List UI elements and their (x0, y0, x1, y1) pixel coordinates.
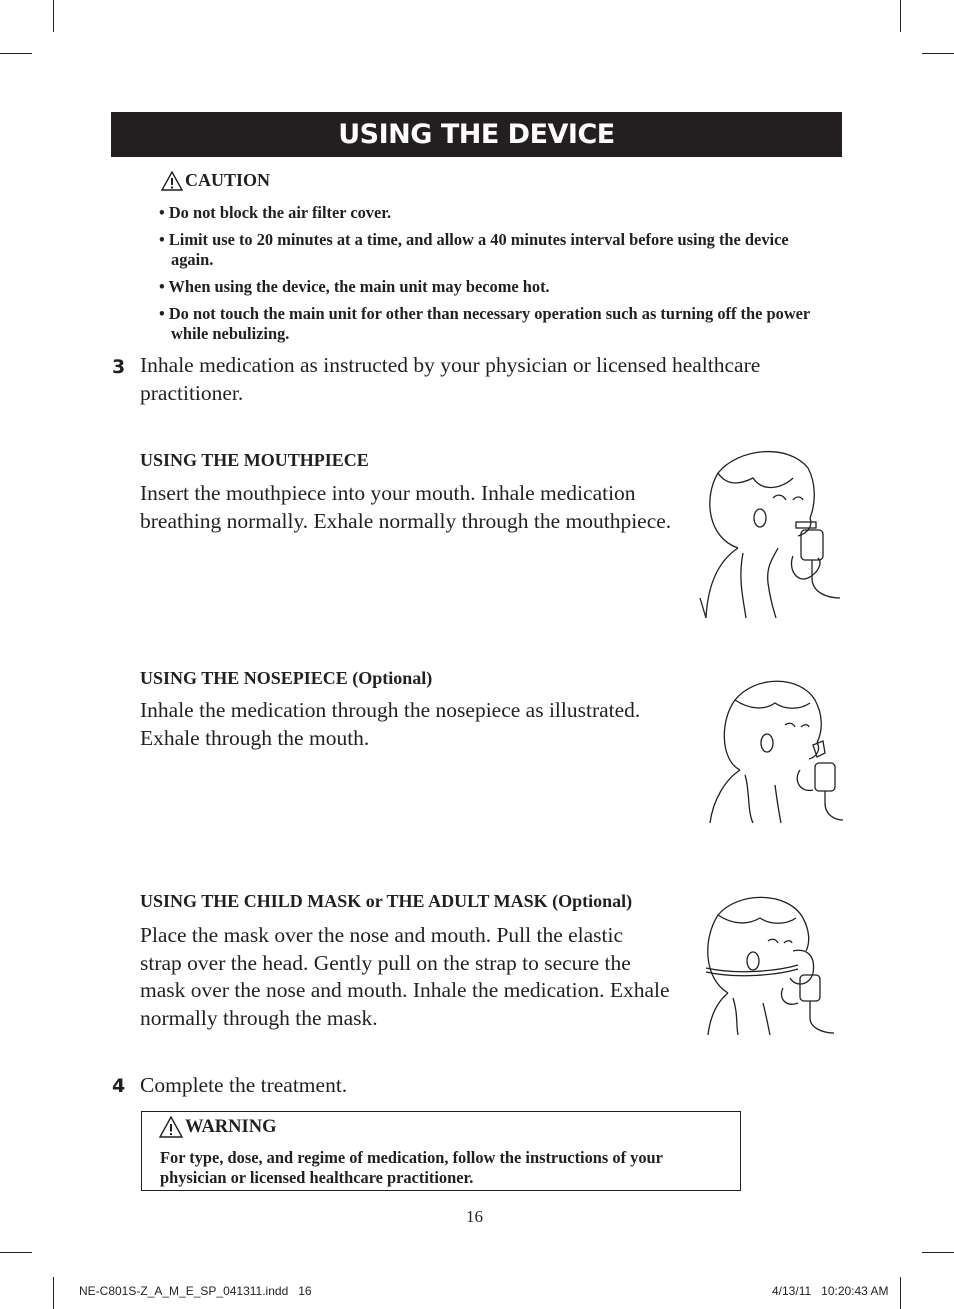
child-nosepiece-illustration (705, 675, 845, 825)
section-heading: USING THE MOUTHPIECE (140, 450, 369, 470)
section-text: Inhale the medication through the nosepiece as illustrated. Exhale through the mouth. (140, 698, 641, 750)
caution-list (159, 203, 824, 351)
warning-heading (159, 1116, 276, 1138)
caution-item: • When using the device, the main unit may become hot. (159, 277, 550, 296)
crop-mark (900, 1277, 901, 1309)
section-title: USING THE DEVICE (338, 119, 615, 150)
section-heading: USING THE NOSEPIECE (Optional) (140, 668, 433, 688)
section-heading: USING THE CHILD MASK or THE ADULT MASK (Optional) (140, 891, 633, 911)
warning-triangle-icon (159, 1116, 183, 1138)
caution-heading (161, 170, 270, 191)
section-text: Insert the mouthpiece into your mouth. Inhale medication breathing normally. Exhale normally through the mouthpiece. (140, 481, 672, 533)
step-number: 4 (112, 1075, 126, 1097)
crop-mark (900, 0, 901, 32)
warning-text: For type, dose, and regime of medication, follow the instructions of your physician or licensed healthcare practitioner. (160, 1148, 663, 1187)
crop-mark (922, 53, 954, 54)
warning-title: WARNING (185, 1116, 277, 1137)
step-text: Inhale medication as instructed by your physician or licensed healthcare practitioner. (140, 353, 761, 405)
footer-timestamp: 4/13/11 10:20:43 AM (772, 1284, 889, 1298)
caution-item: • Do not block the air filter cover. (159, 203, 392, 222)
caution-item: • Limit use to 20 minutes at a time, and allow a 40 minutes interval before using the device again. (159, 230, 789, 269)
crop-mark (0, 53, 32, 54)
footer-filename: NE-C801S-Z_A_M_E_SP_041311.indd 16 (79, 1284, 312, 1298)
warning-triangle-icon (161, 171, 183, 191)
child-mouthpiece-illustration (698, 448, 843, 623)
crop-mark (0, 1252, 32, 1253)
crop-mark (922, 1252, 954, 1253)
step-number: 3 (112, 356, 126, 378)
page-number: 16 (466, 1207, 483, 1226)
caution-item: • Do not touch the main unit for other than necessary operation such as turning off the power while nebulizing. (159, 304, 810, 343)
crop-mark (53, 0, 54, 32)
caution-title: CAUTION (185, 170, 271, 190)
step-text: Complete the treatment. (140, 1073, 348, 1097)
warning-box (141, 1111, 741, 1191)
section-title-banner (111, 112, 842, 157)
section-text: Place the mask over the nose and mouth. Pull the elastic strap over the head. Gently pull on the strap to secure the mask over the nose and mouth. Inhale the medication. Exhale normally through the mask. (140, 923, 670, 1030)
child-mask-illustration (698, 893, 838, 1038)
crop-mark (53, 1277, 54, 1309)
